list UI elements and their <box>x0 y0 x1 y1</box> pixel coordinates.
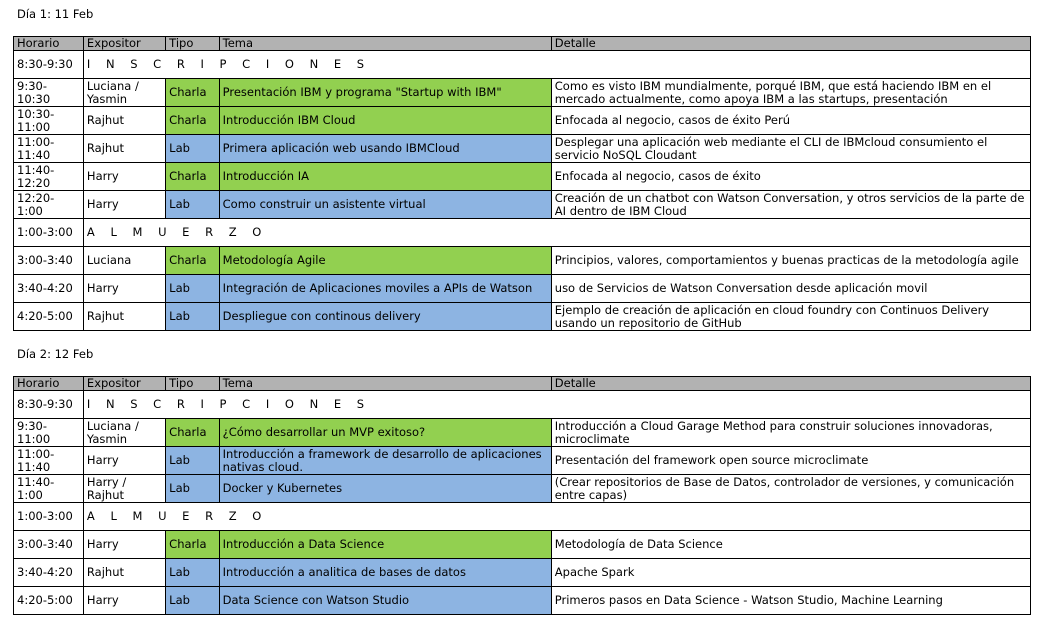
time-cell: 3:00-3:40 <box>14 531 84 559</box>
session-row <box>14 587 1031 615</box>
session-row <box>14 247 1031 275</box>
session-row <box>14 559 1031 587</box>
detail-cell: Desplegar una aplicación web mediante el CLI de IBMcloud consumiento el servicio NoSQL Cloudant <box>551 135 1030 163</box>
type-cell: Lab <box>166 191 219 219</box>
type-cell: Charla <box>166 531 219 559</box>
topic-cell: Introducción IA <box>219 163 551 191</box>
type-cell: Charla <box>166 163 219 191</box>
break-banner: I N S C R I P C I O N E S <box>83 51 1030 79</box>
break-banner: I N S C R I P C I O N E S <box>83 391 1030 419</box>
type-cell: Lab <box>166 275 219 303</box>
detail-cell: uso de Servicios de Watson Conversation desde aplicación movil <box>551 275 1030 303</box>
detail-cell: Ejemplo de creación de aplicación en cloud foundry con Continuos Delivery usando un repositorio de GitHub <box>551 303 1030 331</box>
break-row <box>14 51 1031 79</box>
topic-cell: Introducción a framework de desarrollo de aplicaciones nativas cloud. <box>219 447 551 475</box>
detail-cell: Metodología de Data Science <box>551 531 1030 559</box>
break-row <box>14 503 1031 531</box>
day2-schedule-table <box>13 376 1031 615</box>
topic-cell: Introducción a Data Science <box>219 531 551 559</box>
time-cell: 8:30-9:30 <box>14 51 84 79</box>
column-header: Expositor <box>83 37 165 51</box>
column-header: Tema <box>219 37 551 51</box>
day1-title: Día 1: 11 Feb <box>17 7 94 21</box>
topic-cell: Primera aplicación web usando IBMCloud <box>219 135 551 163</box>
session-row <box>14 275 1031 303</box>
column-header: Horario <box>14 37 84 51</box>
type-cell: Lab <box>166 475 219 503</box>
day2-title: Día 2: 12 Feb <box>17 347 94 361</box>
topic-cell: Introducción a analitica de bases de datos <box>219 559 551 587</box>
speaker-cell: Harry <box>83 191 165 219</box>
type-cell: Charla <box>166 247 219 275</box>
detail-cell: Introducción a Cloud Garage Method para construir soluciones innovadoras, microclimate <box>551 419 1030 447</box>
type-cell: Charla <box>166 419 219 447</box>
time-cell: 12:20-1:00 <box>14 191 84 219</box>
topic-cell: Docker y Kubernetes <box>219 475 551 503</box>
speaker-cell: Rajhut <box>83 559 165 587</box>
session-row <box>14 191 1031 219</box>
header-row <box>14 37 1031 51</box>
time-cell: 11:00-11:40 <box>14 135 84 163</box>
session-row <box>14 163 1031 191</box>
break-banner: A L M U E R Z O <box>83 219 1030 247</box>
detail-cell: Apache Spark <box>551 559 1030 587</box>
session-row <box>14 475 1031 503</box>
speaker-cell: Rajhut <box>83 303 165 331</box>
break-banner: A L M U E R Z O <box>83 503 1030 531</box>
detail-cell: Enfocada al negocio, casos de éxito <box>551 163 1030 191</box>
time-cell: 1:00-3:00 <box>14 503 84 531</box>
time-cell: 11:40-1:00 <box>14 475 84 503</box>
time-cell: 9:30-10:30 <box>14 79 84 107</box>
day1-schedule-table <box>13 36 1031 331</box>
column-header: Tipo <box>166 377 219 391</box>
speaker-cell: Rajhut <box>83 107 165 135</box>
detail-cell: Principios, valores, comportamientos y buenas practicas de la metodología agile <box>551 247 1030 275</box>
topic-cell: Introducción IBM Cloud <box>219 107 551 135</box>
session-row <box>14 135 1031 163</box>
time-cell: 4:20-5:00 <box>14 587 84 615</box>
column-header: Expositor <box>83 377 165 391</box>
speaker-cell: Harry <box>83 447 165 475</box>
type-cell: Lab <box>166 447 219 475</box>
session-row <box>14 303 1031 331</box>
detail-cell: Presentación del framework open source microclimate <box>551 447 1030 475</box>
header-row <box>14 377 1031 391</box>
session-row <box>14 531 1031 559</box>
topic-cell: Integración de Aplicaciones moviles a APIs de Watson <box>219 275 551 303</box>
detail-cell: Como es visto IBM mundialmente, porqué IBM, que está haciendo IBM en el mercado actualmente, como apoya IBM a las startups, presentación <box>551 79 1030 107</box>
type-cell: Lab <box>166 135 219 163</box>
break-row <box>14 391 1031 419</box>
time-cell: 11:00-11:40 <box>14 447 84 475</box>
time-cell: 8:30-9:30 <box>14 391 84 419</box>
type-cell: Charla <box>166 107 219 135</box>
column-header: Tema <box>219 377 551 391</box>
detail-cell: Enfocada al negocio, casos de éxito Perú <box>551 107 1030 135</box>
session-row <box>14 107 1031 135</box>
break-row <box>14 219 1031 247</box>
speaker-cell: Rajhut <box>83 135 165 163</box>
topic-cell: Presentación IBM y programa "Startup with IBM" <box>219 79 551 107</box>
speaker-cell: Luciana / Yasmin <box>83 419 165 447</box>
time-cell: 10:30-11:00 <box>14 107 84 135</box>
session-row <box>14 419 1031 447</box>
type-cell: Lab <box>166 587 219 615</box>
speaker-cell: Harry <box>83 275 165 303</box>
time-cell: 11:40-12:20 <box>14 163 84 191</box>
speaker-cell: Harry <box>83 531 165 559</box>
speaker-cell: Harry / Rajhut <box>83 475 165 503</box>
topic-cell: Metodología Agile <box>219 247 551 275</box>
column-header: Detalle <box>551 377 1030 391</box>
topic-cell: ¿Cómo desarrollar un MVP exitoso? <box>219 419 551 447</box>
speaker-cell: Harry <box>83 587 165 615</box>
type-cell: Lab <box>166 303 219 331</box>
type-cell: Lab <box>166 559 219 587</box>
session-row <box>14 447 1031 475</box>
time-cell: 3:40-4:20 <box>14 275 84 303</box>
detail-cell: (Crear repositorios de Base de Datos, controlador de versiones, y comunicación entre capas) <box>551 475 1030 503</box>
speaker-cell: Luciana / Yasmin <box>83 79 165 107</box>
time-cell: 3:40-4:20 <box>14 559 84 587</box>
topic-cell: Despliegue con continous delivery <box>219 303 551 331</box>
speaker-cell: Harry <box>83 163 165 191</box>
type-cell: Charla <box>166 79 219 107</box>
column-header: Tipo <box>166 37 219 51</box>
column-header: Horario <box>14 377 84 391</box>
time-cell: 3:00-3:40 <box>14 247 84 275</box>
time-cell: 1:00-3:00 <box>14 219 84 247</box>
topic-cell: Como construir un asistente virtual <box>219 191 551 219</box>
session-row <box>14 79 1031 107</box>
topic-cell: Data Science con Watson Studio <box>219 587 551 615</box>
time-cell: 9:30-11:00 <box>14 419 84 447</box>
detail-cell: Creación de un chatbot con Watson Conversation, y otros servicios de la parte de AI dentro de IBM Cloud <box>551 191 1030 219</box>
column-header: Detalle <box>551 37 1030 51</box>
detail-cell: Primeros pasos en Data Science - Watson Studio, Machine Learning <box>551 587 1030 615</box>
time-cell: 4:20-5:00 <box>14 303 84 331</box>
speaker-cell: Luciana <box>83 247 165 275</box>
